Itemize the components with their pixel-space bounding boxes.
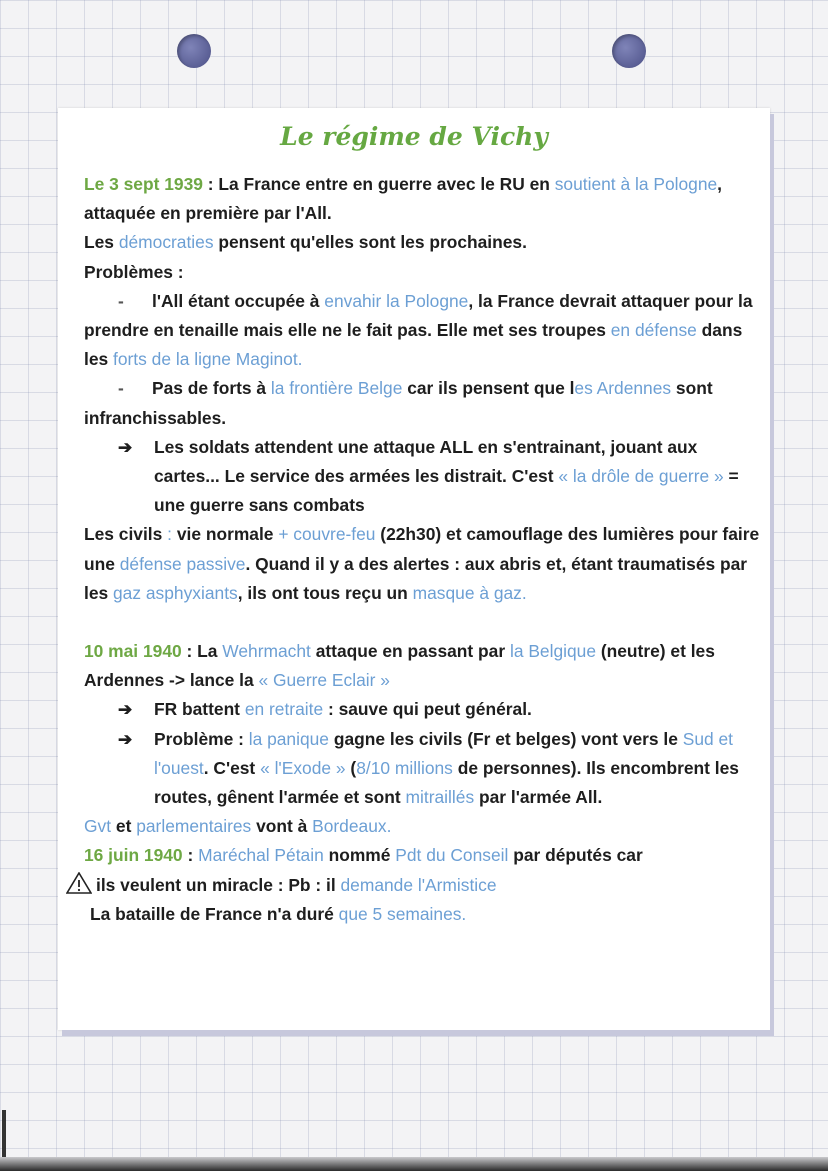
spacer — [84, 608, 760, 637]
dash-marker: - — [118, 290, 124, 311]
note-card — [58, 108, 770, 1030]
paragraph-armistice: ils veulent un miracle : Pb : il demande l'Armistice — [84, 871, 760, 900]
problems-heading: Problèmes : — [84, 261, 184, 282]
note-body — [84, 170, 760, 929]
paragraph-civils: Les civils : vie normale + couvre-feu (22h30) et camouflage des lumières pour faire une défense passive. Quand il y a des alertes : aux abris et, étant traumatisés par les gaz asphyxiants, ils ont tous reçu un masque à gaz. — [84, 524, 760, 603]
arrow-item-soldiers: ➔ Les soldats attendent une attaque ALL en s'entrainant, jouant aux cartes... Le service des armées les distrait. C'est « la drôle de guerre » = une guerre sans combats — [84, 433, 760, 521]
problem-item-2: - Pas de forts à la frontière Belge car ils pensent que les Ardennes sont infranchissables. — [84, 374, 760, 432]
page-title: Le régime de Vichy — [280, 122, 548, 151]
paragraph-bordeaux: Gvt et parlementaires vont à Bordeaux. — [84, 816, 392, 837]
paragraph-1939: Le 3 sept 1939 : La France entre en guerre avec le RU en soutient à la Pologne, attaquée en première par l'All. — [84, 174, 723, 224]
date-16-juin-1940: 16 juin 1940 — [84, 845, 183, 866]
paragraph-democraties: Les démocraties pensent qu'elles sont les prochaines. — [84, 232, 527, 253]
binder-hole-right — [612, 34, 646, 68]
paragraph-1940-june: 16 juin 1940 : Maréchal Pétain nommé Pdt du Conseil par députés car — [84, 845, 643, 866]
arrow-icon: ➔ — [118, 437, 133, 457]
binder-hole-left — [177, 34, 211, 68]
paragraph-1940-may: 10 mai 1940 : La Wehrmacht attaque en passant par la Belgique (neutre) et les Ardennes -> lance la « Guerre Eclair » — [84, 641, 715, 691]
date-10-mai-1940: 10 mai 1940 — [84, 641, 182, 662]
arrow-icon: ➔ — [118, 729, 133, 749]
arrow-item-exode: ➔ Problème : la panique gagne les civils (Fr et belges) vont vers le Sud et l'ouest. C'est « l'Exode » (8/10 millions de personnes). Ils encombrent les routes, gênent l'armée et sont mitraillés par l'armée All. — [84, 725, 760, 813]
warning-icon — [66, 872, 92, 894]
page-bottom-edge — [0, 1157, 828, 1171]
paragraph-bataille: La bataille de France n'a duré que 5 semaines. — [90, 903, 467, 924]
date-3-sept-1939: Le 3 sept 1939 — [84, 174, 203, 194]
arrow-icon: ➔ — [118, 700, 133, 720]
problem-item-1: - l'All étant occupée à envahir la Pologne, la France devrait attaquer pour la prendre en tenaille mais elle ne le fait pas. Elle met ses troupes en défense dans les forts de la ligne Maginot. — [84, 287, 760, 375]
dash-marker: - — [118, 378, 124, 399]
arrow-item-retraite: ➔ FR battent en retraite : sauve qui peut général. — [84, 695, 760, 724]
page-edge-mark — [2, 1110, 6, 1158]
